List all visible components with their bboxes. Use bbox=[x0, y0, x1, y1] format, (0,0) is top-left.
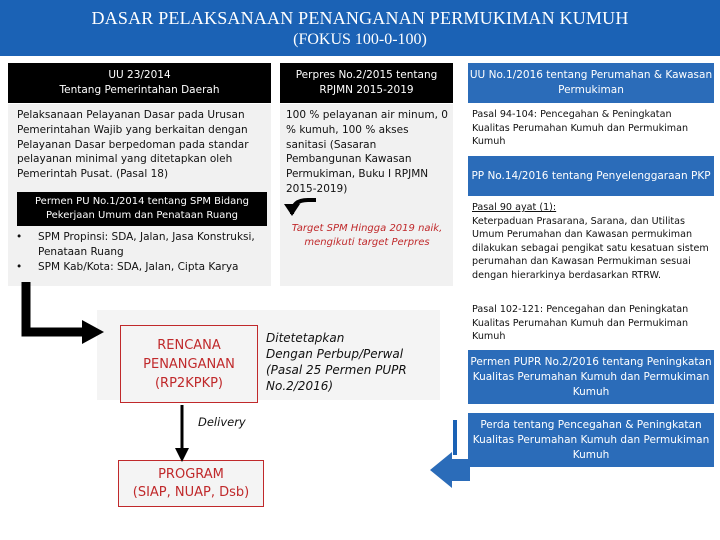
pasal-90-body: Keterpaduan Prasarana, Sarana, dan Utilitas Umum Perumahan dan Kawasan permukiman dilakukan sebagai pengikat satu kesatuan sistem perumahan dan Kawasan Permukiman sesuai dengan hierarkinya berdasarkan RTRW. bbox=[472, 215, 709, 281]
pasal-102-text: Pasal 102-121: Pencegahan dan Peningkatan Kualitas Perumahan Kumuh dan Permukiman Kumuh bbox=[472, 304, 689, 342]
curved-arrow-head bbox=[284, 204, 300, 216]
perpres-subtitle: RPJMN 2015-2019 bbox=[319, 84, 414, 96]
target-spm-line2: mengikuti target Perpres bbox=[304, 237, 430, 248]
ditetapkan-line3: (Pasal 25 Permen PUPR bbox=[266, 363, 407, 377]
page-title: DASAR PELAKSANAAN PENANGANAN PERMUKIMAN KUMUH bbox=[91, 8, 629, 28]
pasal-90-heading: Pasal 90 ayat (1): bbox=[472, 202, 557, 213]
delivery-arrow-head bbox=[175, 448, 189, 462]
spm-propinsi-item: • SPM Propinsi: SDA, Jalan, Jasa Konstruksi, Penataan Ruang bbox=[14, 230, 269, 260]
ditetapkan-line1: Ditetetapkan bbox=[266, 331, 345, 345]
elbow-arrow-left bbox=[26, 282, 84, 332]
pp14-2016-box: PP No.14/2016 tentang Penyelenggaraan PKP bbox=[468, 156, 714, 196]
page-subtitle: (FOKUS 100-0-100) bbox=[293, 31, 427, 48]
target-spm-line1: Target SPM Hingga 2019 naik, bbox=[291, 223, 443, 234]
program-line2: (SIAP, NUAP, Dsb) bbox=[132, 484, 250, 500]
ditetapkan-line2: Dengan Perbup/Perwal bbox=[266, 347, 404, 361]
elbow-arrow-left-head bbox=[82, 320, 104, 344]
rencana-line1: RENCANA bbox=[157, 337, 221, 353]
perda-box: Perda tentang Pencegahan & Peningkatan Kualitas Perumahan Kumuh dan Permukiman Kumuh bbox=[468, 413, 714, 467]
program-line1: PROGRAM bbox=[158, 466, 224, 482]
permen-pupr-box: Permen PUPR No.2/2016 tentang Peningkatan Kualitas Perumahan Kumuh dan Permukiman Kumuh bbox=[468, 350, 714, 404]
permen-pu-line2: Pekerjaan Umum dan Penataan Ruang bbox=[45, 210, 239, 221]
blue-arrow-head bbox=[430, 452, 452, 488]
rencana-line2: PENANGANAN bbox=[143, 356, 235, 372]
delivery-label: Delivery bbox=[198, 415, 246, 429]
ditetapkan-line4: No.2/2016) bbox=[266, 379, 334, 393]
spm-kabkota-item: • SPM Kab/Kota: SDA, Jalan, Cipta Karya bbox=[14, 260, 269, 275]
pasal-94-text: Pasal 94-104: Pencegahan & Peningkatan Kualitas Perumahan Kumuh dan Permukiman Kumuh bbox=[472, 109, 689, 147]
perpres-title: Perpres No.2/2015 tentang bbox=[295, 69, 438, 81]
rencana-line3: (RP2KPKP) bbox=[154, 375, 223, 391]
uu23-body: Pelaksanaan Pelayanan Dasar pada Urusan Pemerintahan Wajib yang berkaitan dengan Pelayanan Dasar berpedoman pada standar pelayanan minimal yang ditetapkan oleh Pemerintah Pusat. (Pasal 18) bbox=[17, 109, 249, 181]
uu23-title: UU 23/2014 bbox=[108, 69, 171, 81]
permen-pu-line1: Permen PU No.1/2014 tentang SPM Bidang bbox=[35, 196, 249, 207]
uu23-subtitle: Tentang Pemerintahan Daerah bbox=[59, 84, 220, 96]
uu1-2016-box: UU No.1/2016 tentang Perumahan & Kawasan Permukiman bbox=[468, 63, 714, 103]
perpres-body: 100 % pelayanan air minum, 0 % kumuh, 100 % akses sanitasi (Sasaran Pembangunan Kawasan Permukiman, Buku I RPJMN 2015-2019) bbox=[286, 109, 448, 195]
